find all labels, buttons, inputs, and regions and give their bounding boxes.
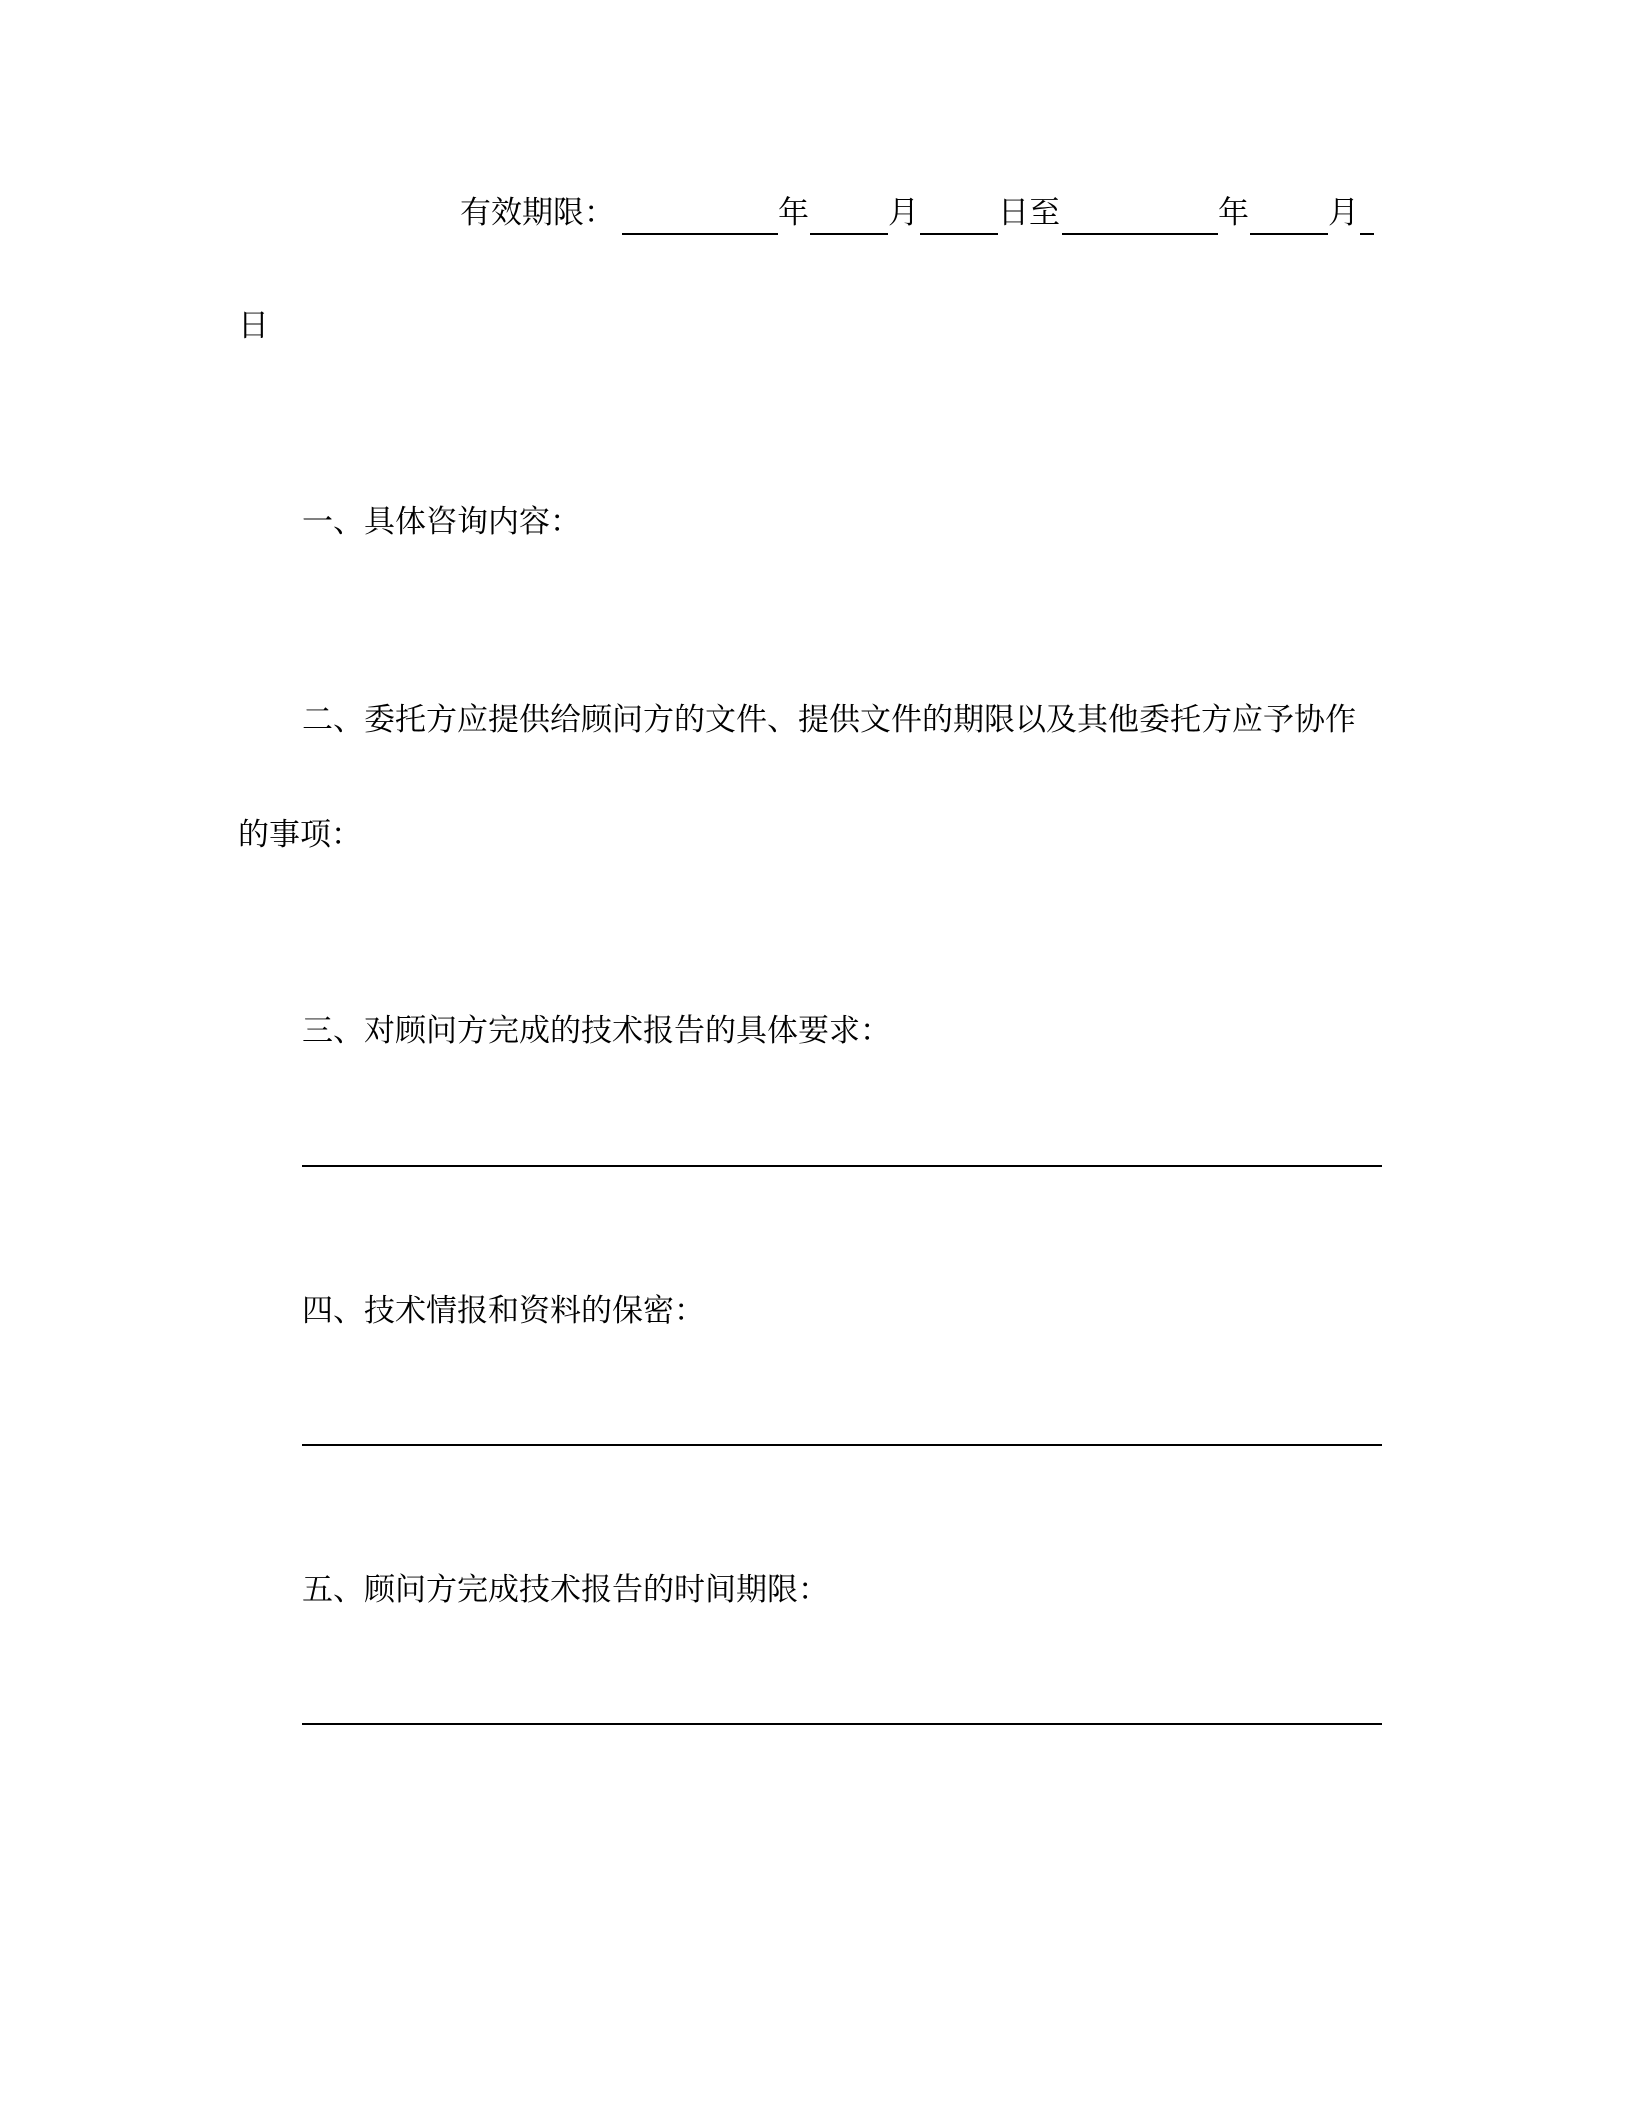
end-month-label: 月	[1328, 195, 1359, 231]
start-year-blank[interactable]	[622, 233, 778, 235]
end-month-blank[interactable]	[1250, 233, 1328, 235]
validity-label: 有效期限：	[460, 195, 615, 231]
section-3-heading: 三、对顾问方完成的技术报告的具体要求：	[302, 1013, 891, 1049]
end-day-blank[interactable]	[1360, 233, 1374, 235]
start-year-label: 年	[778, 195, 809, 231]
start-month-blank[interactable]	[810, 233, 888, 235]
start-day-blank[interactable]	[920, 233, 998, 235]
section-2-heading: 二、委托方应提供给顾问方的文件、提供文件的期限以及其他委托方应予协作	[302, 702, 1356, 738]
start-day-to-label: 日至	[998, 195, 1060, 231]
end-year-label: 年	[1218, 195, 1249, 231]
section-3-answer-line[interactable]	[302, 1165, 1382, 1167]
end-year-blank[interactable]	[1062, 233, 1218, 235]
section-2-heading-cont: 的事项：	[238, 817, 362, 853]
end-day-label: 日	[238, 308, 269, 344]
section-4-heading: 四、技术情报和资料的保密：	[302, 1293, 705, 1329]
section-1-heading: 一、具体咨询内容：	[302, 504, 581, 540]
start-month-label: 月	[888, 195, 919, 231]
section-5-answer-line[interactable]	[302, 1723, 1382, 1725]
section-5-heading: 五、顾问方完成技术报告的时间期限：	[302, 1572, 829, 1608]
section-4-answer-line[interactable]	[302, 1444, 1382, 1446]
